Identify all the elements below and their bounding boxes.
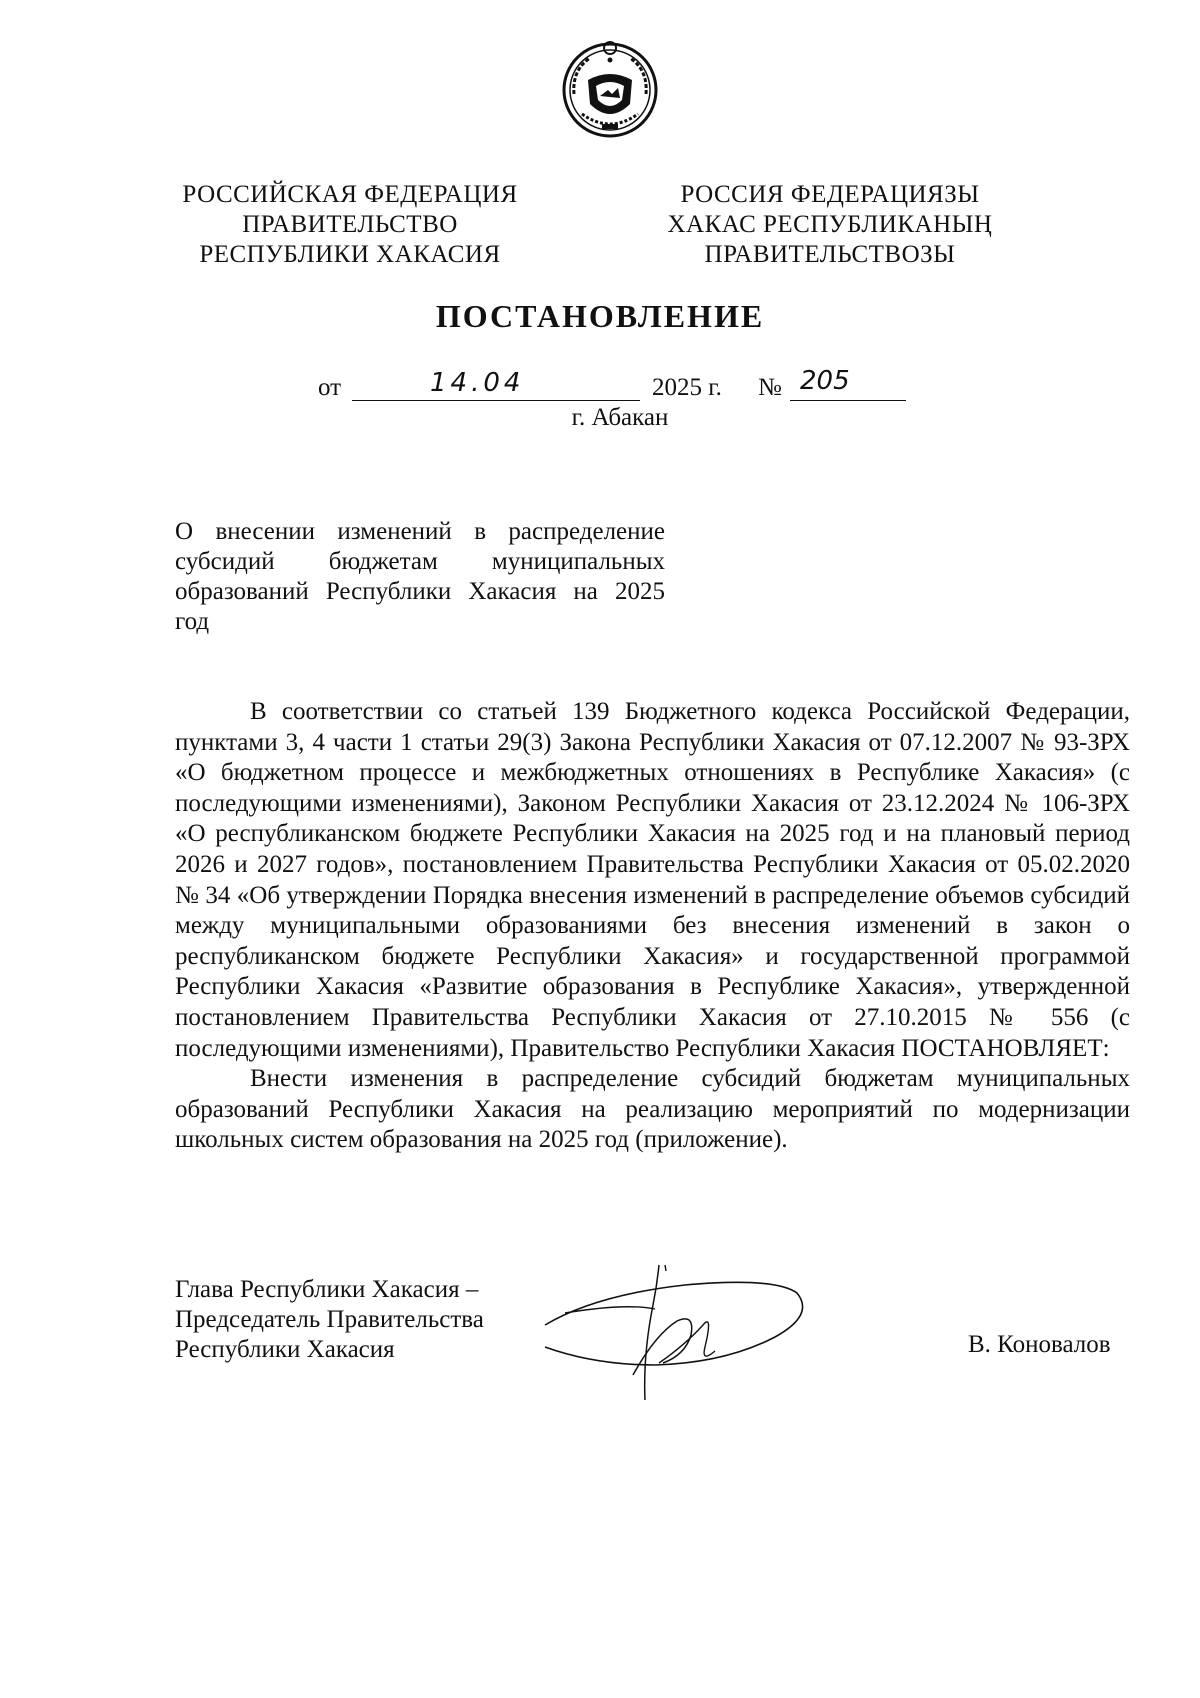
city: г. Абакан <box>571 404 669 431</box>
header-right-line: ПРАВИТЕЛЬСТВОЗЫ <box>704 241 956 268</box>
signatory-name: В. Коновалов <box>968 1331 1111 1358</box>
signatory-position <box>175 1275 484 1365</box>
document-body <box>175 697 1130 1156</box>
handwritten-signature <box>535 1255 845 1410</box>
header-right-line: ХАКАС РЕСПУБЛИКАНЫҢ <box>667 211 993 238</box>
header-right-line: РОССИЯ ФЕДЕРАЦИЯЗЫ <box>680 181 980 208</box>
year-label: 2025 г. <box>652 374 722 401</box>
header-left-line: ПРАВИТЕЛЬСТВО <box>242 211 458 238</box>
date-from-label: от <box>318 374 342 401</box>
number-label: № <box>758 374 782 401</box>
signatory-position-line: Республики Хакасия <box>175 1336 395 1363</box>
header-left-line: РЕСПУБЛИКИ ХАКАСИЯ <box>199 241 501 268</box>
subject-line: О внесении изменений в распределение <box>175 518 665 545</box>
header-right <box>620 180 1040 270</box>
signatory-position-line: Председатель Правительства <box>175 1306 484 1333</box>
body-paragraph: В соответствии со статьей 139 Бюджетного кодекса Российской Федерации, пунктами 3, 4 части 1 статьи 29(3) Закона Республики Хакасия от 07.12.2007 № 93-ЗРХ «О бюджетном процессе и межбюджетных отношениях в Республике Хакасия» (с последующими изменениями), Законом Республики Хакасия от 23.12.2024 № 106-ЗРХ «О республиканском бюджете Республики Хакасия на 2025 год и на плановый период 2026 и 2027 годов», постановлением Правительства Республики Хакасия от 05.02.2020 № 34 «Об утверждении Порядка внесения изменений в распределение объемов субсидий между муниципальными образованиями без внесения изменений в закон о республиканском бюджете Республики Хакасия» и государственной программой Республики Хакасия «Развитие образования в Республике Хакасия», утвержденной постановлением Правительства Республики Хакасия от 27.10.2015 № 556 (с последующими изменениями), Правительство Республики Хакасия ПОСТАНОВЛЯЕТ: <box>175 698 1130 1062</box>
subject-line: субсидий бюджетам муниципальных <box>175 548 665 575</box>
header-left-line: РОССИЙСКАЯ ФЕДЕРАЦИЯ <box>182 181 518 208</box>
subject-line: образований Республики Хакасия на 2025 <box>175 578 665 605</box>
header-left <box>140 180 560 270</box>
document-type-title: ПОСТАНОВЛЕНИЕ <box>435 298 765 334</box>
date-number-line <box>0 366 1200 406</box>
handwritten-number: 205 <box>800 366 850 396</box>
number-underline <box>790 400 906 401</box>
document-subject <box>175 517 665 637</box>
handwritten-date: 14.04 <box>430 368 525 398</box>
subject-line: год <box>175 608 210 635</box>
body-paragraph: Внести изменения в распределение субсидий бюджетам муниципальных образований Республики Хакасия на реализацию мероприятий по модернизации школьных систем образования на 2025 год (приложение). <box>175 1065 1130 1154</box>
signatory-position-line: Глава Республики Хакасия – <box>175 1276 479 1303</box>
date-underline <box>352 400 640 401</box>
coat-of-arms-emblem <box>560 40 660 140</box>
